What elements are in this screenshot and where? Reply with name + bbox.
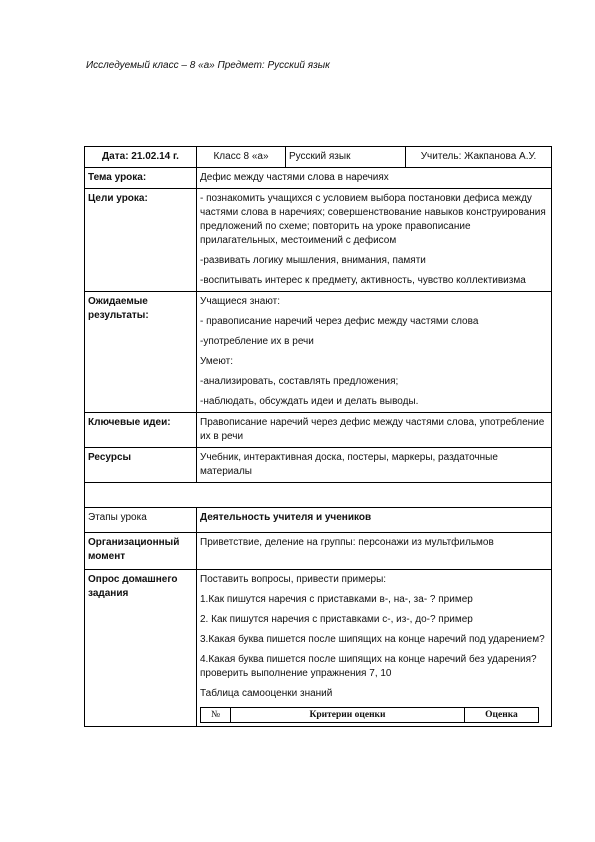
col-grade-header: Оценка xyxy=(465,708,539,723)
homework-item: 2. Как пишутся наречия с приставками с-, из-, до-? пример xyxy=(200,614,473,625)
homework-label: Опрос домашнего задания xyxy=(85,570,197,727)
results-item: -наблюдать, обсуждать идеи и делать выводы. xyxy=(200,396,419,407)
resources-value: Учебник, интерактивная доска, постеры, маркеры, раздаточные материалы xyxy=(197,448,552,483)
teacher-cell: Учитель: Жакпанова А.У. xyxy=(406,147,552,168)
org-label: Организационный момент xyxy=(85,533,197,570)
homework-item: 3.Какая буква пишется после шипящих на конце наречий под ударением? xyxy=(200,634,545,645)
date-cell: Дата: 21.02.14 г. xyxy=(85,147,197,168)
topic-row xyxy=(85,168,552,189)
stages-label: Этапы урока xyxy=(85,508,197,533)
results-row xyxy=(85,292,552,413)
results-item: -анализировать, составлять предложения; xyxy=(200,376,399,387)
homework-row xyxy=(85,570,552,727)
subject-cell: Русский язык xyxy=(286,147,406,168)
key-ideas-label: Ключевые идеи: xyxy=(85,413,197,448)
goals-row xyxy=(85,189,552,292)
resources-label: Ресурсы xyxy=(85,448,197,483)
col-number-header: № xyxy=(201,708,231,723)
topic-label: Тема урока: xyxy=(85,168,197,189)
goals-item: - познакомить учащихся с условием выбора постановки дефиса между частями слова в наречиях; совершенствование навыков конструирования предложений по схеме; повторить на уроке правописание прилагательных, местоимений с дефисом xyxy=(200,193,546,246)
results-item: -употребление их в речи xyxy=(200,336,314,347)
self-assessment-table xyxy=(200,707,539,723)
homework-item: Поставить вопросы, привести примеры: xyxy=(200,574,387,585)
results-label: Ожидаемые результаты: xyxy=(85,292,197,413)
homework-item: 1.Как пишутся наречия с приставками в-, на-, за- ? пример xyxy=(200,594,473,605)
key-ideas-value: Правописание наречий через дефис между частями слова, употребление их в речи xyxy=(197,413,552,448)
goals-item: -развивать логику мышления, внимания, памяти xyxy=(200,255,426,266)
empty-row xyxy=(85,483,552,508)
goals-value xyxy=(197,189,552,292)
stages-row xyxy=(85,508,552,533)
empty-cell xyxy=(85,483,552,508)
results-item: - правописание наречий через дефис между частями слова xyxy=(200,316,479,327)
org-row xyxy=(85,533,552,570)
stages-value: Деятельность учителя и учеников xyxy=(197,508,552,533)
self-assessment-header-row xyxy=(201,708,539,723)
key-ideas-row xyxy=(85,413,552,448)
results-value xyxy=(197,292,552,413)
results-item: Умеют: xyxy=(200,356,233,367)
homework-value xyxy=(197,570,552,727)
homework-item: 4.Какая буква пишется после шипящих на конце наречий без ударения? проверить выполнение упражнения 7, 10 xyxy=(200,654,537,679)
col-criteria-header: Критерии оценки xyxy=(231,708,465,723)
document-header: Исследуемый класс – 8 «а» Предмет: Русский язык xyxy=(86,60,330,71)
lesson-plan-table xyxy=(84,146,552,727)
homework-item: Таблица самооценки знаний xyxy=(200,688,333,699)
resources-row xyxy=(85,448,552,483)
topic-value: Дефис между частями слова в наречиях xyxy=(197,168,552,189)
info-row xyxy=(85,147,552,168)
goals-label: Цели урока: xyxy=(85,189,197,292)
org-value: Приветствие, деление на группы: персонажи из мультфильмов xyxy=(197,533,552,570)
class-cell: Класс 8 «а» xyxy=(197,147,286,168)
goals-item: -воспитывать интерес к предмету, активность, чувство коллективизма xyxy=(200,275,526,286)
results-item: Учащиеся знают: xyxy=(200,296,280,307)
